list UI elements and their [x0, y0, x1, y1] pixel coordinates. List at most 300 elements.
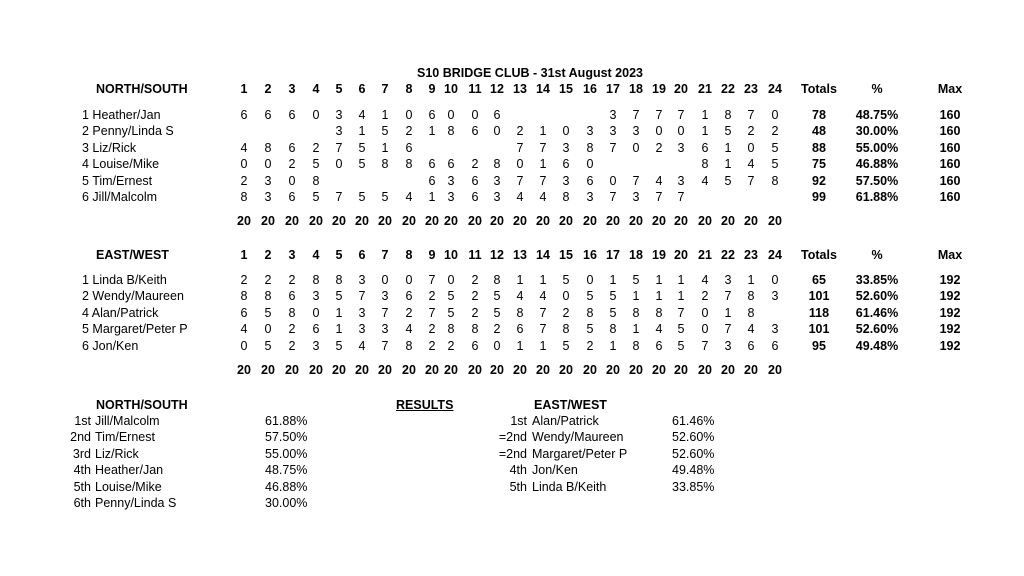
pair-total: 95: [812, 338, 826, 353]
board-score: 6: [701, 140, 709, 155]
board-score: 3: [724, 273, 732, 287]
board-number: 18: [629, 248, 643, 262]
board-score: 0: [771, 273, 779, 287]
result-pair: Wendy/Maureen: [532, 430, 624, 445]
board-score: 4: [516, 190, 524, 204]
board-number: 14: [536, 248, 550, 262]
board-number: 3: [288, 248, 296, 262]
board-score: 3: [264, 173, 272, 188]
pair-total: 99: [812, 190, 826, 204]
board-score: 2: [428, 338, 436, 353]
board-total: 20: [468, 214, 482, 228]
board-score: 0: [493, 338, 501, 353]
pair-name: 1 Heather/Jan: [82, 108, 161, 122]
board-score: 8: [381, 157, 389, 172]
board-total: 20: [559, 214, 573, 228]
board-total: 20: [606, 214, 620, 228]
board-score: 7: [516, 173, 524, 188]
board-score: 5: [677, 338, 685, 353]
board-score: 5: [381, 124, 389, 139]
board-score: 6: [428, 173, 436, 188]
board-score: 5: [312, 157, 320, 172]
board-score: 0: [771, 108, 779, 122]
board-total: 20: [444, 214, 458, 228]
results-ew-header: EAST/WEST: [534, 398, 607, 412]
board-total: 20: [559, 363, 573, 377]
board-score: 0: [312, 305, 320, 320]
totals-header: Totals: [801, 82, 837, 96]
board-score: 3: [677, 140, 685, 155]
board-number: 23: [744, 82, 758, 96]
board-total: 20: [490, 214, 504, 228]
board-score: 4: [405, 322, 413, 337]
board-score: 1: [747, 273, 755, 287]
board-score: 7: [539, 173, 547, 188]
board-score: 1: [632, 289, 640, 304]
board-score: 8: [264, 140, 272, 155]
board-score: 2: [471, 305, 479, 320]
board-score: 1: [677, 289, 685, 304]
board-total: 20: [490, 363, 504, 377]
pair-max: 192: [939, 338, 961, 353]
board-score: 8: [701, 157, 709, 172]
pair-max: 192: [939, 273, 961, 287]
board-number: 5: [335, 82, 343, 96]
board-score: 8: [586, 305, 594, 320]
board-score: 5: [264, 305, 272, 320]
result-place: 4th: [73, 463, 91, 478]
board-number: 20: [674, 82, 688, 96]
board-score: 0: [288, 173, 296, 188]
result-place: 5th: [73, 479, 91, 494]
board-score: 0: [264, 322, 272, 337]
pair-name: 4 Louise/Mike: [82, 157, 160, 172]
percent-header: %: [871, 248, 883, 262]
board-score: 1: [724, 305, 732, 320]
pair-max: 160: [939, 173, 961, 188]
board-score: 7: [677, 305, 685, 320]
result-place: 1st: [510, 414, 527, 428]
board-score: 8: [493, 273, 501, 287]
board-total: 20: [402, 363, 416, 377]
board-number: 16: [583, 248, 597, 262]
board-total: 20: [332, 363, 346, 377]
result-percent: 57.50%: [265, 430, 308, 445]
board-score: 4: [539, 289, 547, 304]
board-number: 9: [428, 248, 436, 262]
board-score: 6: [428, 157, 436, 172]
pair-total: 101: [808, 289, 830, 304]
board-score: 2: [288, 157, 296, 172]
board-score: 6: [471, 338, 479, 353]
board-number: 22: [721, 82, 735, 96]
board-score: 5: [609, 305, 617, 320]
board-score: 5: [312, 190, 320, 204]
board-number: 24: [768, 82, 782, 96]
board-total: 20: [513, 214, 527, 228]
board-number: 8: [405, 82, 413, 96]
board-score: 0: [381, 273, 389, 287]
board-score: 8: [405, 338, 413, 353]
board-score: 0: [747, 140, 755, 155]
board-score: 8: [632, 338, 640, 353]
board-number: 5: [335, 248, 343, 262]
board-number: 13: [513, 82, 527, 96]
board-score: 3: [447, 173, 455, 188]
board-total: 20: [698, 214, 712, 228]
board-score: 3: [632, 124, 640, 139]
pair-percent: 52.60%: [855, 289, 899, 304]
pair-percent: 55.00%: [855, 140, 899, 155]
board-score: 5: [771, 140, 779, 155]
board-total: 20: [721, 214, 735, 228]
board-score: 1: [335, 305, 343, 320]
pair-name: 2 Wendy/Maureen: [82, 289, 184, 304]
board-score: 7: [358, 289, 366, 304]
board-score: 3: [312, 289, 320, 304]
board-number: 8: [405, 248, 413, 262]
board-score: 1: [539, 157, 547, 172]
board-score: 7: [632, 108, 640, 122]
pair-total: 88: [812, 140, 826, 155]
result-percent: 52.60%: [672, 430, 715, 445]
pair-max: 192: [939, 289, 961, 304]
board-score: 5: [677, 322, 685, 337]
board-total: 20: [652, 214, 666, 228]
board-total: 20: [309, 214, 323, 228]
board-total: 20: [444, 363, 458, 377]
max-header: Max: [937, 248, 963, 262]
board-score: 1: [724, 157, 732, 172]
board-score: 6: [493, 108, 501, 122]
board-score: 3: [381, 322, 389, 337]
board-score: 1: [358, 124, 366, 139]
board-score: 7: [539, 322, 547, 337]
board-score: 7: [539, 305, 547, 320]
board-total: 20: [583, 363, 597, 377]
board-score: 1: [677, 273, 685, 287]
board-score: 7: [701, 338, 709, 353]
board-score: 8: [747, 289, 755, 304]
board-total: 20: [721, 363, 735, 377]
pair-percent: 52.60%: [855, 322, 899, 337]
board-score: 2: [516, 124, 524, 139]
board-number: 23: [744, 248, 758, 262]
pair-max: 192: [939, 305, 961, 320]
pair-name: 5 Tim/Ernest: [82, 173, 153, 188]
percent-header: %: [871, 82, 883, 96]
board-total: 20: [468, 363, 482, 377]
board-score: 7: [609, 140, 617, 155]
result-percent: 33.85%: [672, 479, 715, 494]
board-number: 3: [288, 82, 296, 96]
board-score: 5: [771, 157, 779, 172]
board-score: 6: [288, 108, 296, 122]
board-total: 20: [674, 214, 688, 228]
board-total: 20: [425, 363, 439, 377]
result-percent: 55.00%: [265, 446, 308, 461]
pair-total: 75: [812, 157, 826, 172]
board-score: 3: [609, 124, 617, 139]
board-total: 20: [744, 363, 758, 377]
board-score: 6: [240, 108, 248, 122]
board-number: 20: [674, 248, 688, 262]
board-score: 0: [447, 273, 455, 287]
board-score: 6: [471, 190, 479, 204]
board-score: 8: [447, 322, 455, 337]
board-number: 21: [698, 248, 712, 262]
result-place: 4th: [509, 463, 527, 478]
board-score: 0: [240, 338, 248, 353]
board-number: 18: [629, 82, 643, 96]
board-score: 1: [609, 338, 617, 353]
pair-percent: 61.46%: [855, 305, 899, 320]
board-score: 6: [471, 124, 479, 139]
board-score: 8: [586, 140, 594, 155]
pair-name: 4 Alan/Patrick: [82, 305, 159, 320]
pair-total: 92: [812, 173, 826, 188]
result-pair: Penny/Linda S: [95, 496, 177, 510]
board-number: 19: [652, 82, 666, 96]
result-percent: 61.88%: [265, 414, 308, 428]
board-score: 4: [358, 108, 366, 122]
board-total: 20: [768, 363, 782, 377]
pair-percent: 49.48%: [855, 338, 899, 353]
board-score: 8: [609, 322, 617, 337]
board-score: 1: [539, 273, 547, 287]
board-total: 20: [261, 363, 275, 377]
board-score: 3: [447, 190, 455, 204]
result-percent: 61.46%: [672, 414, 715, 428]
board-score: 5: [562, 338, 570, 353]
board-score: 1: [655, 273, 663, 287]
board-score: 8: [562, 322, 570, 337]
board-number: 14: [536, 82, 550, 96]
board-score: 5: [586, 322, 594, 337]
board-score: 4: [701, 273, 709, 287]
board-score: 0: [655, 124, 663, 139]
board-score: 3: [493, 173, 501, 188]
board-score: 5: [447, 305, 455, 320]
board-score: 5: [632, 273, 640, 287]
board-score: 7: [677, 190, 685, 204]
board-score: 8: [312, 273, 320, 287]
board-number: 2: [264, 248, 272, 262]
board-score: 6: [428, 108, 436, 122]
board-score: 3: [312, 338, 320, 353]
board-total: 20: [237, 214, 251, 228]
board-score: 4: [747, 157, 755, 172]
board-number: 2: [264, 82, 272, 96]
board-total: 20: [285, 363, 299, 377]
board-score: 5: [562, 273, 570, 287]
board-score: 1: [701, 108, 709, 122]
pair-name: 1 Linda B/Keith: [82, 273, 167, 287]
board-score: 3: [609, 108, 617, 122]
board-score: 2: [471, 157, 479, 172]
board-score: 7: [428, 305, 436, 320]
board-score: 2: [312, 140, 320, 155]
result-place: 6th: [73, 496, 91, 510]
pair-percent: 33.85%: [855, 273, 899, 287]
board-score: 2: [288, 273, 296, 287]
board-score: 6: [771, 338, 779, 353]
pair-max: 192: [939, 322, 961, 337]
board-score: 4: [240, 322, 248, 337]
board-score: 7: [724, 322, 732, 337]
board-score: 1: [724, 140, 732, 155]
board-total: 20: [652, 363, 666, 377]
pair-percent: 61.88%: [855, 190, 899, 204]
board-score: 2: [240, 173, 248, 188]
section-header: NORTH/SOUTH: [96, 82, 188, 96]
board-score: 8: [240, 289, 248, 304]
board-score: 2: [240, 273, 248, 287]
board-score: 5: [335, 338, 343, 353]
result-pair: Louise/Mike: [95, 479, 162, 494]
board-score: 0: [586, 157, 594, 172]
result-place: 1st: [74, 414, 91, 428]
board-score: 7: [335, 140, 343, 155]
board-score: 8: [516, 305, 524, 320]
board-total: 20: [513, 363, 527, 377]
board-total: 20: [355, 363, 369, 377]
board-score: 2: [701, 289, 709, 304]
result-percent: 30.00%: [265, 496, 308, 510]
result-place: 3rd: [72, 446, 91, 461]
board-total: 20: [768, 214, 782, 228]
board-score: 4: [655, 322, 663, 337]
board-score: 8: [447, 124, 455, 139]
max-header: Max: [937, 82, 963, 96]
board-score: 6: [655, 338, 663, 353]
board-number: 19: [652, 248, 666, 262]
board-total: 20: [355, 214, 369, 228]
board-score: 3: [264, 190, 272, 204]
section-header: EAST/WEST: [96, 248, 169, 262]
pair-total: 65: [812, 273, 826, 287]
board-score: 1: [609, 273, 617, 287]
board-score: 3: [562, 173, 570, 188]
board-score: 0: [447, 108, 455, 122]
pair-max: 160: [939, 124, 961, 139]
board-score: 0: [562, 289, 570, 304]
board-score: 5: [493, 305, 501, 320]
board-total: 20: [629, 214, 643, 228]
board-score: 0: [264, 157, 272, 172]
board-score: 7: [677, 108, 685, 122]
pair-percent: 30.00%: [855, 124, 899, 139]
board-score: 1: [381, 108, 389, 122]
board-score: 7: [747, 173, 755, 188]
result-pair: Tim/Ernest: [95, 430, 155, 445]
pair-total: 118: [808, 305, 830, 320]
board-score: 2: [428, 289, 436, 304]
pair-percent: 48.75%: [855, 108, 899, 122]
board-total: 20: [629, 363, 643, 377]
board-number: 16: [583, 82, 597, 96]
board-number: 17: [606, 248, 620, 262]
board-number: 15: [559, 82, 573, 96]
board-score: 1: [632, 322, 640, 337]
board-number: 6: [358, 82, 366, 96]
pair-total: 101: [808, 322, 830, 337]
board-score: 6: [288, 289, 296, 304]
board-score: 0: [609, 173, 617, 188]
board-score: 0: [493, 124, 501, 139]
result-place: 5th: [509, 479, 527, 494]
board-score: 0: [586, 273, 594, 287]
board-score: 0: [471, 108, 479, 122]
board-score: 0: [701, 305, 709, 320]
results-header: RESULTS: [396, 398, 454, 412]
pair-total: 78: [812, 108, 826, 122]
board-score: 1: [539, 124, 547, 139]
board-score: 3: [358, 305, 366, 320]
board-score: 2: [471, 273, 479, 287]
board-score: 5: [358, 157, 366, 172]
board-score: 6: [747, 338, 755, 353]
board-score: 8: [405, 157, 413, 172]
board-score: 4: [240, 140, 248, 155]
board-number: 12: [490, 248, 504, 262]
result-pair: Linda B/Keith: [532, 479, 607, 494]
board-number: 15: [559, 248, 573, 262]
board-score: 3: [335, 108, 343, 122]
board-score: 6: [516, 322, 524, 337]
board-total: 20: [674, 363, 688, 377]
board-score: 7: [381, 338, 389, 353]
board-score: 3: [381, 289, 389, 304]
board-score: 7: [609, 190, 617, 204]
pair-name: 2 Penny/Linda S: [82, 124, 174, 139]
board-total: 20: [378, 214, 392, 228]
board-score: 3: [586, 124, 594, 139]
board-score: 0: [516, 157, 524, 172]
board-total: 20: [606, 363, 620, 377]
board-score: 2: [771, 124, 779, 139]
board-score: 8: [771, 173, 779, 188]
board-score: 0: [632, 140, 640, 155]
board-number: 7: [381, 248, 389, 262]
board-total: 20: [261, 214, 275, 228]
pair-name: 5 Margaret/Peter P: [82, 322, 188, 337]
board-score: 6: [312, 322, 320, 337]
board-score: 8: [747, 305, 755, 320]
board-score: 1: [655, 289, 663, 304]
board-score: 1: [516, 273, 524, 287]
board-score: 4: [747, 322, 755, 337]
result-place: 2nd: [70, 430, 91, 445]
board-score: 7: [655, 190, 663, 204]
totals-header: Totals: [801, 248, 837, 262]
result-pair: Jill/Malcolm: [95, 414, 160, 428]
board-score: 2: [288, 322, 296, 337]
result-percent: 48.75%: [265, 463, 308, 478]
board-score: 2: [405, 124, 413, 139]
result-percent: 49.48%: [672, 463, 715, 478]
board-score: 0: [312, 108, 320, 122]
result-pair: Heather/Jan: [95, 463, 164, 478]
board-score: 5: [724, 173, 732, 188]
result-pair: Alan/Patrick: [532, 414, 599, 428]
board-score: 3: [771, 289, 779, 304]
pair-max: 160: [939, 108, 961, 122]
board-total: 20: [237, 363, 251, 377]
board-total: 20: [583, 214, 597, 228]
board-score: 5: [586, 289, 594, 304]
board-score: 5: [381, 190, 389, 204]
